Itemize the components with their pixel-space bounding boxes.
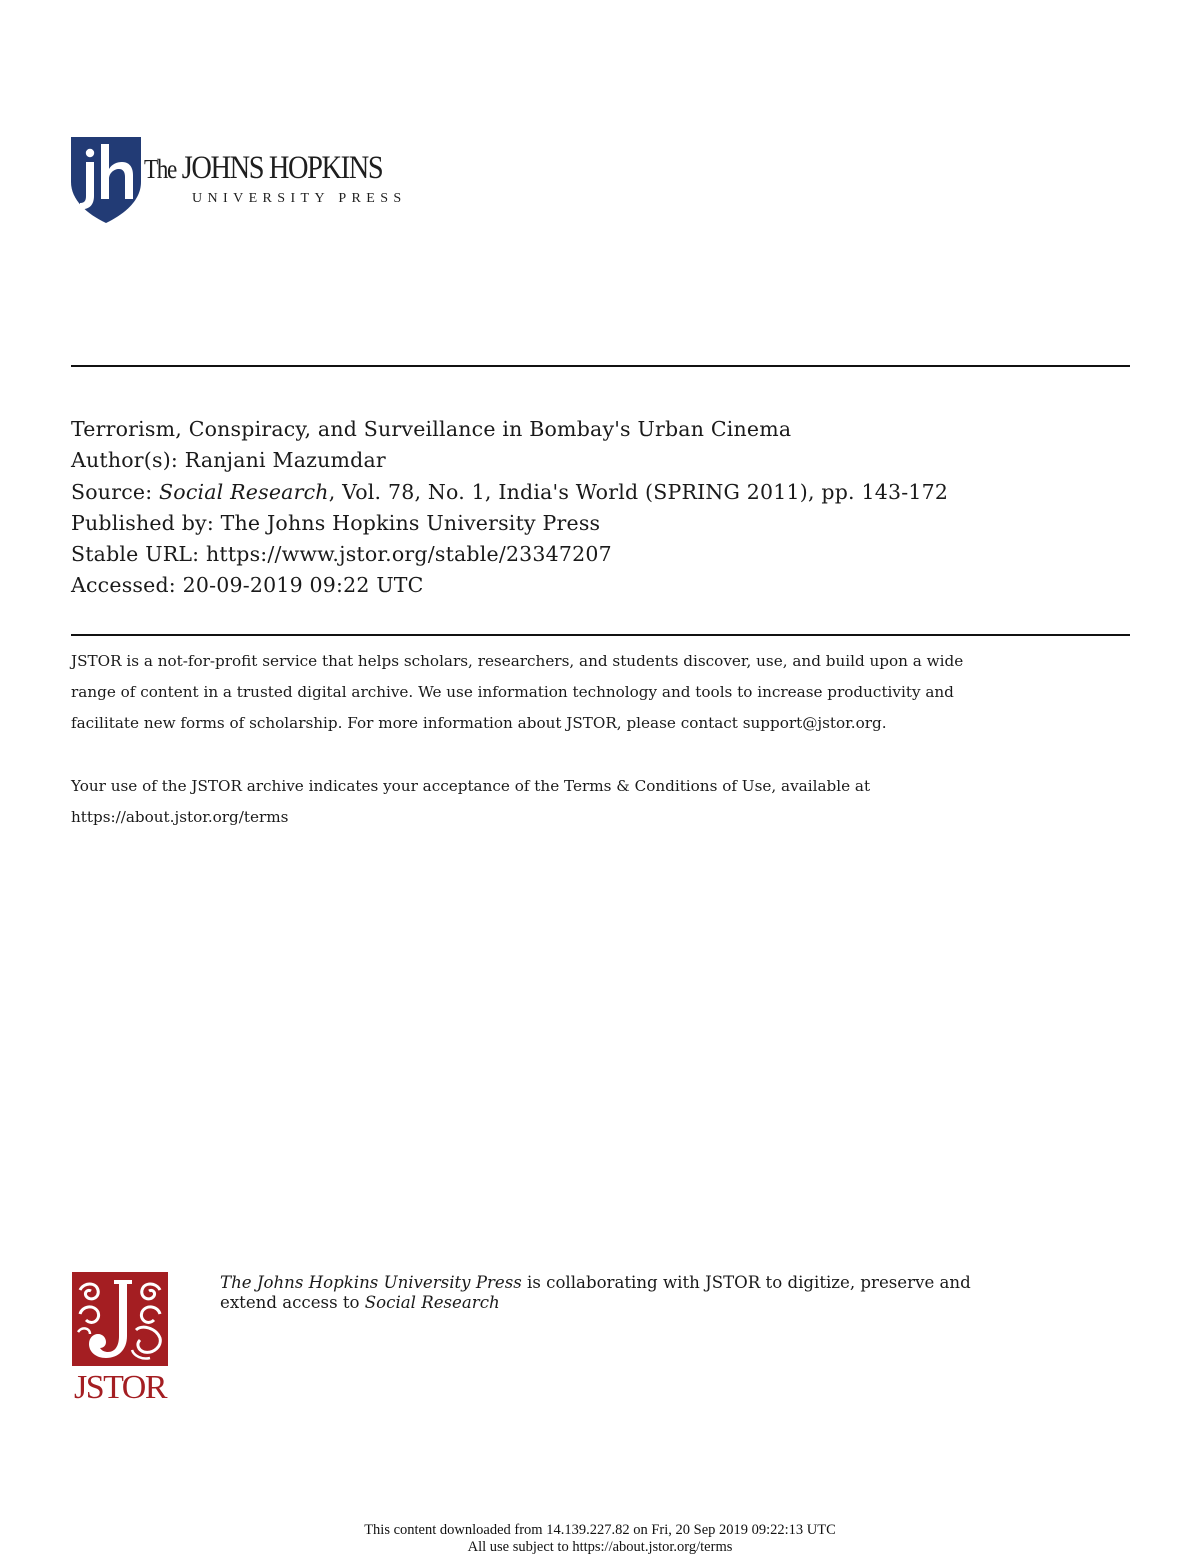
about-line-1: JSTOR is a not-for-profit service that helps scholars, researchers, and students discover, use, and build upon a wide: [71, 652, 964, 670]
footer-line-1: This content downloaded from 14.139.227.82 on Fri, 20 Sep 2019 09:22:13 UTC: [364, 1522, 836, 1538]
jh-shield-icon: [70, 136, 142, 224]
collaboration-statement: [220, 1273, 971, 1313]
collab-line-1: [220, 1273, 971, 1293]
about-jstor-paragraph: [71, 646, 1111, 740]
publisher-value: The Johns Hopkins University Press: [220, 510, 601, 535]
about-line-3: facilitate new forms of scholarship. For more information about JSTOR, please contact support@jstor.org.: [71, 714, 887, 733]
collab-line-2: [220, 1293, 971, 1313]
stable-url-label: Stable URL:: [71, 542, 200, 567]
jstor-wordmark: JSTOR: [73, 1369, 167, 1406]
terms-link[interactable]: https://about.jstor.org/terms: [71, 808, 289, 827]
publisher-name-main: [144, 150, 382, 187]
jstor-logo: [70, 1270, 170, 1410]
publisher-name-sub: UNIVERSITY PRESS: [192, 191, 407, 206]
source-line: [71, 477, 948, 508]
author-label: Author(s):: [71, 448, 179, 473]
collab-prefix: extend access to: [220, 1293, 365, 1312]
about-line-2: range of content in a trusted digital archive. We use information technology and tools to increase productivity and: [71, 683, 954, 702]
citation-block: [71, 414, 948, 602]
publisher-name-johns-hopkins: JOHNS HOPKINS: [181, 150, 383, 186]
middle-divider: [71, 634, 1130, 636]
source-label: Source:: [71, 479, 153, 504]
article-title: Terrorism, Conspiracy, and Surveillance in Bombay's Urban Cinema: [71, 417, 792, 441]
publisher-line: [71, 508, 948, 539]
top-divider: [71, 365, 1130, 367]
collab-middle: is collaborating with JSTOR to digitize, preserve and: [521, 1273, 971, 1292]
footer-line-2: All use subject to https://about.jstor.org/terms: [467, 1539, 733, 1555]
publisher-logo: [70, 136, 410, 226]
source-journal: Social Research: [159, 479, 329, 504]
jstor-emblem-icon: [70, 1270, 170, 1366]
accessed-line: [71, 570, 948, 601]
collab-journal: Social Research: [364, 1293, 500, 1312]
accessed-label: Accessed:: [71, 573, 176, 598]
download-footer: [0, 1522, 1200, 1556]
author-line: [71, 445, 948, 476]
source-details: , Vol. 78, No. 1, India's World (SPRING 2011), pp. 143-172: [328, 479, 949, 504]
collab-publisher: The Johns Hopkins University Press: [220, 1273, 522, 1292]
terms-line-1: Your use of the JSTOR archive indicates your acceptance of the Terms & Conditions of Use, available at: [71, 777, 871, 795]
publisher-name-prefix: The: [144, 154, 176, 184]
stable-url-link[interactable]: https://www.jstor.org/stable/23347207: [205, 542, 612, 567]
author-name: Ranjani Mazumdar: [184, 448, 386, 473]
publisher-label: Published by:: [71, 510, 214, 535]
accessed-date: 20-09-2019 09:22 UTC: [182, 573, 424, 598]
terms-paragraph: [71, 771, 1111, 833]
stable-url-line: [71, 539, 948, 570]
